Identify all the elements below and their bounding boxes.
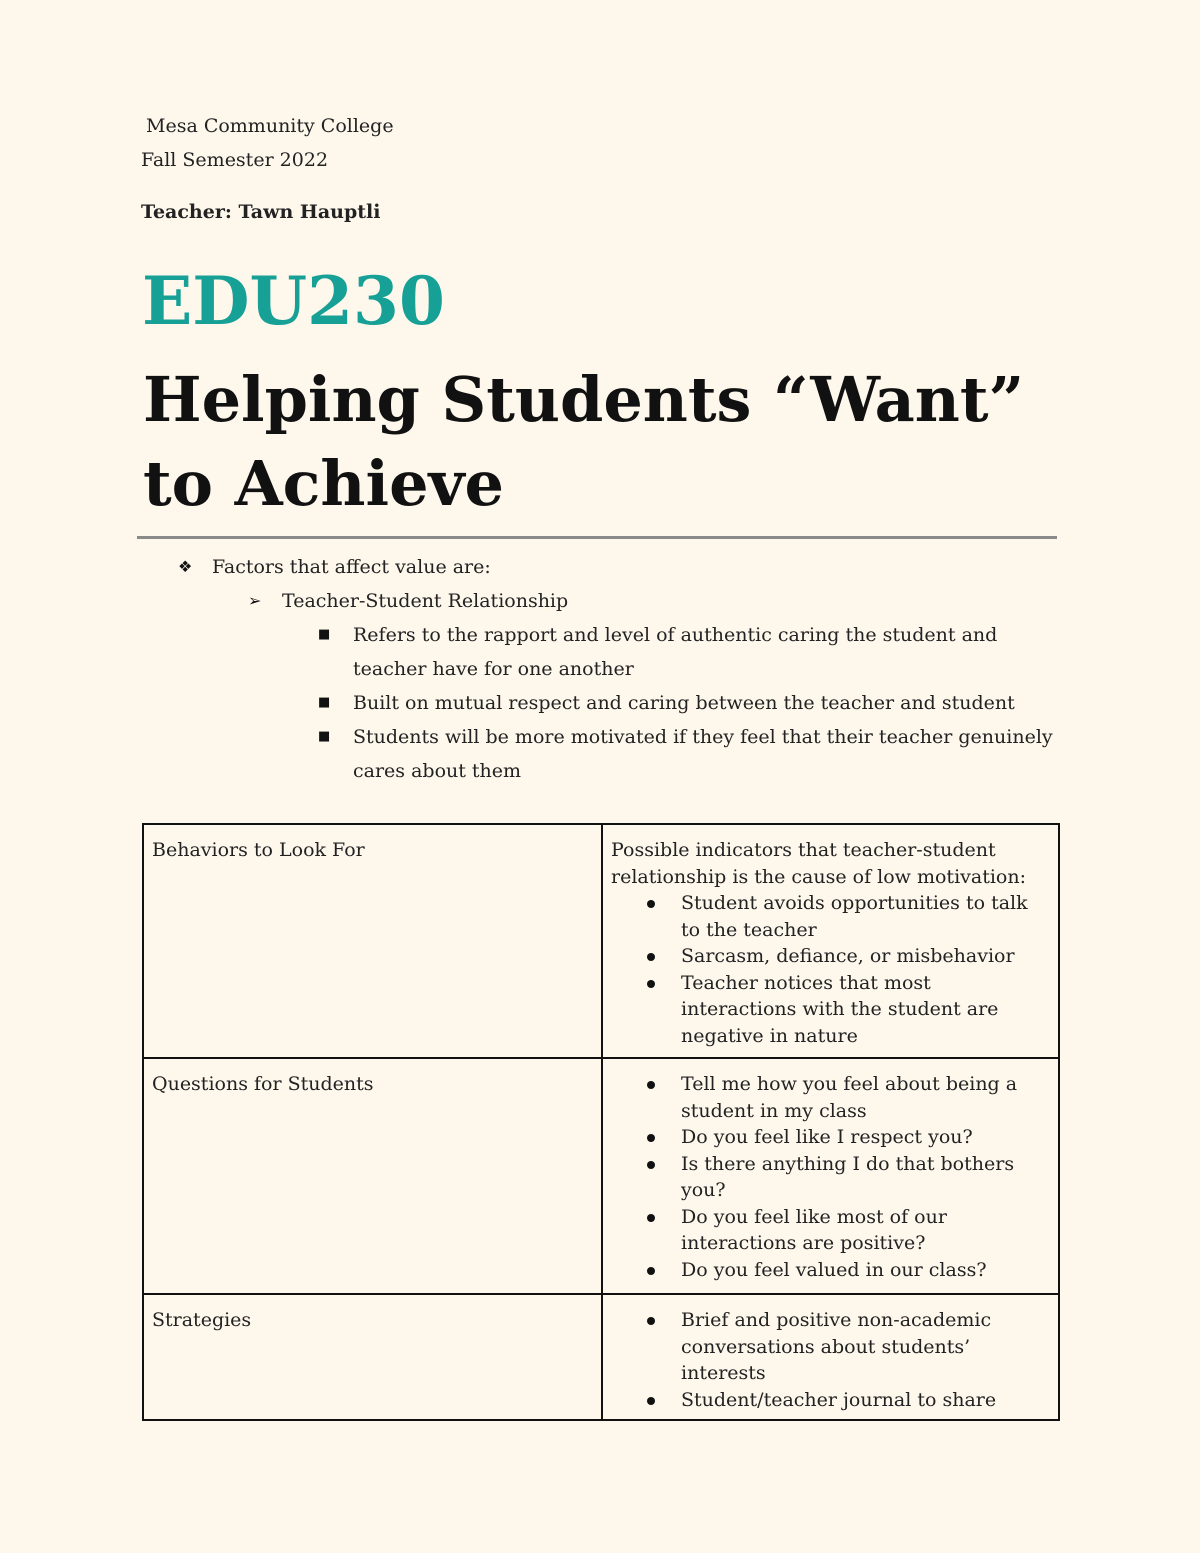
list-item: Do you feel like I respect you? — [681, 1124, 1050, 1151]
list-item: Tell me how you feel about being a student in my class — [681, 1071, 1050, 1124]
table-row-label: Questions for Students — [143, 1058, 602, 1294]
square-bullet-icon: ■ — [318, 695, 331, 710]
table-row-content — [602, 1294, 1059, 1420]
course-code: EDU230 — [142, 262, 445, 340]
list-item: Sarcasm, defiance, or misbehavior — [681, 943, 1050, 970]
list-item: Student/teacher journal to share — [681, 1387, 1050, 1414]
list-item: Brief and positive non-academic conversations about students’ interests — [681, 1307, 1050, 1387]
arrowhead-bullet-icon: ➢ — [248, 591, 262, 610]
table-cell-list — [611, 890, 1050, 1049]
page-title: Helping Students “Want” to Achieve — [143, 363, 1025, 520]
table-row — [143, 1058, 1059, 1294]
diamond-bullet-icon: ❖ — [178, 557, 193, 576]
semester-label: Fall Semester 2022 — [141, 149, 329, 171]
outline-level3-item: Built on mutual respect and caring between the teacher and student — [353, 692, 1015, 714]
list-item: Do you feel valued in our class? — [681, 1257, 1050, 1284]
table-row-content — [602, 1058, 1059, 1294]
square-bullet-icon: ■ — [318, 729, 331, 744]
list-item: Do you feel like most of our interactions are positive? — [681, 1204, 1050, 1257]
institution-name: Mesa Community College — [146, 115, 394, 137]
table-cell-list — [611, 1307, 1050, 1413]
outline-level3-item-continued: teacher have for one another — [353, 658, 634, 680]
title-divider — [137, 536, 1057, 539]
square-bullet-icon: ■ — [318, 627, 331, 642]
teacher-name: Teacher: Tawn Hauptli — [141, 201, 381, 223]
table-row-content — [602, 824, 1059, 1058]
list-item: Teacher notices that most interactions with the student are negative in nature — [681, 970, 1050, 1050]
list-item: Student avoids opportunities to talk to the teacher — [681, 890, 1050, 943]
outline-level3-item: Students will be more motivated if they feel that their teacher genuinely — [353, 726, 1053, 748]
table-row — [143, 1294, 1059, 1420]
list-item: Is there anything I do that bothers you? — [681, 1151, 1050, 1204]
table-row-label: Behaviors to Look For — [143, 824, 602, 1058]
table-row-label: Strategies — [143, 1294, 602, 1420]
outline-level1-text: Factors that affect value are: — [212, 556, 491, 578]
table-cell-intro: Possible indicators that teacher-student relationship is the cause of low motivation: — [611, 839, 1026, 888]
table-cell-list — [611, 1071, 1050, 1283]
outline-level3-item-continued: cares about them — [353, 760, 522, 782]
outline-level3-item: Refers to the rapport and level of authentic caring the student and — [353, 624, 998, 646]
behavior-table — [142, 823, 1060, 1421]
outline-level2-text: Teacher-Student Relationship — [282, 590, 569, 612]
table-row — [143, 824, 1059, 1058]
